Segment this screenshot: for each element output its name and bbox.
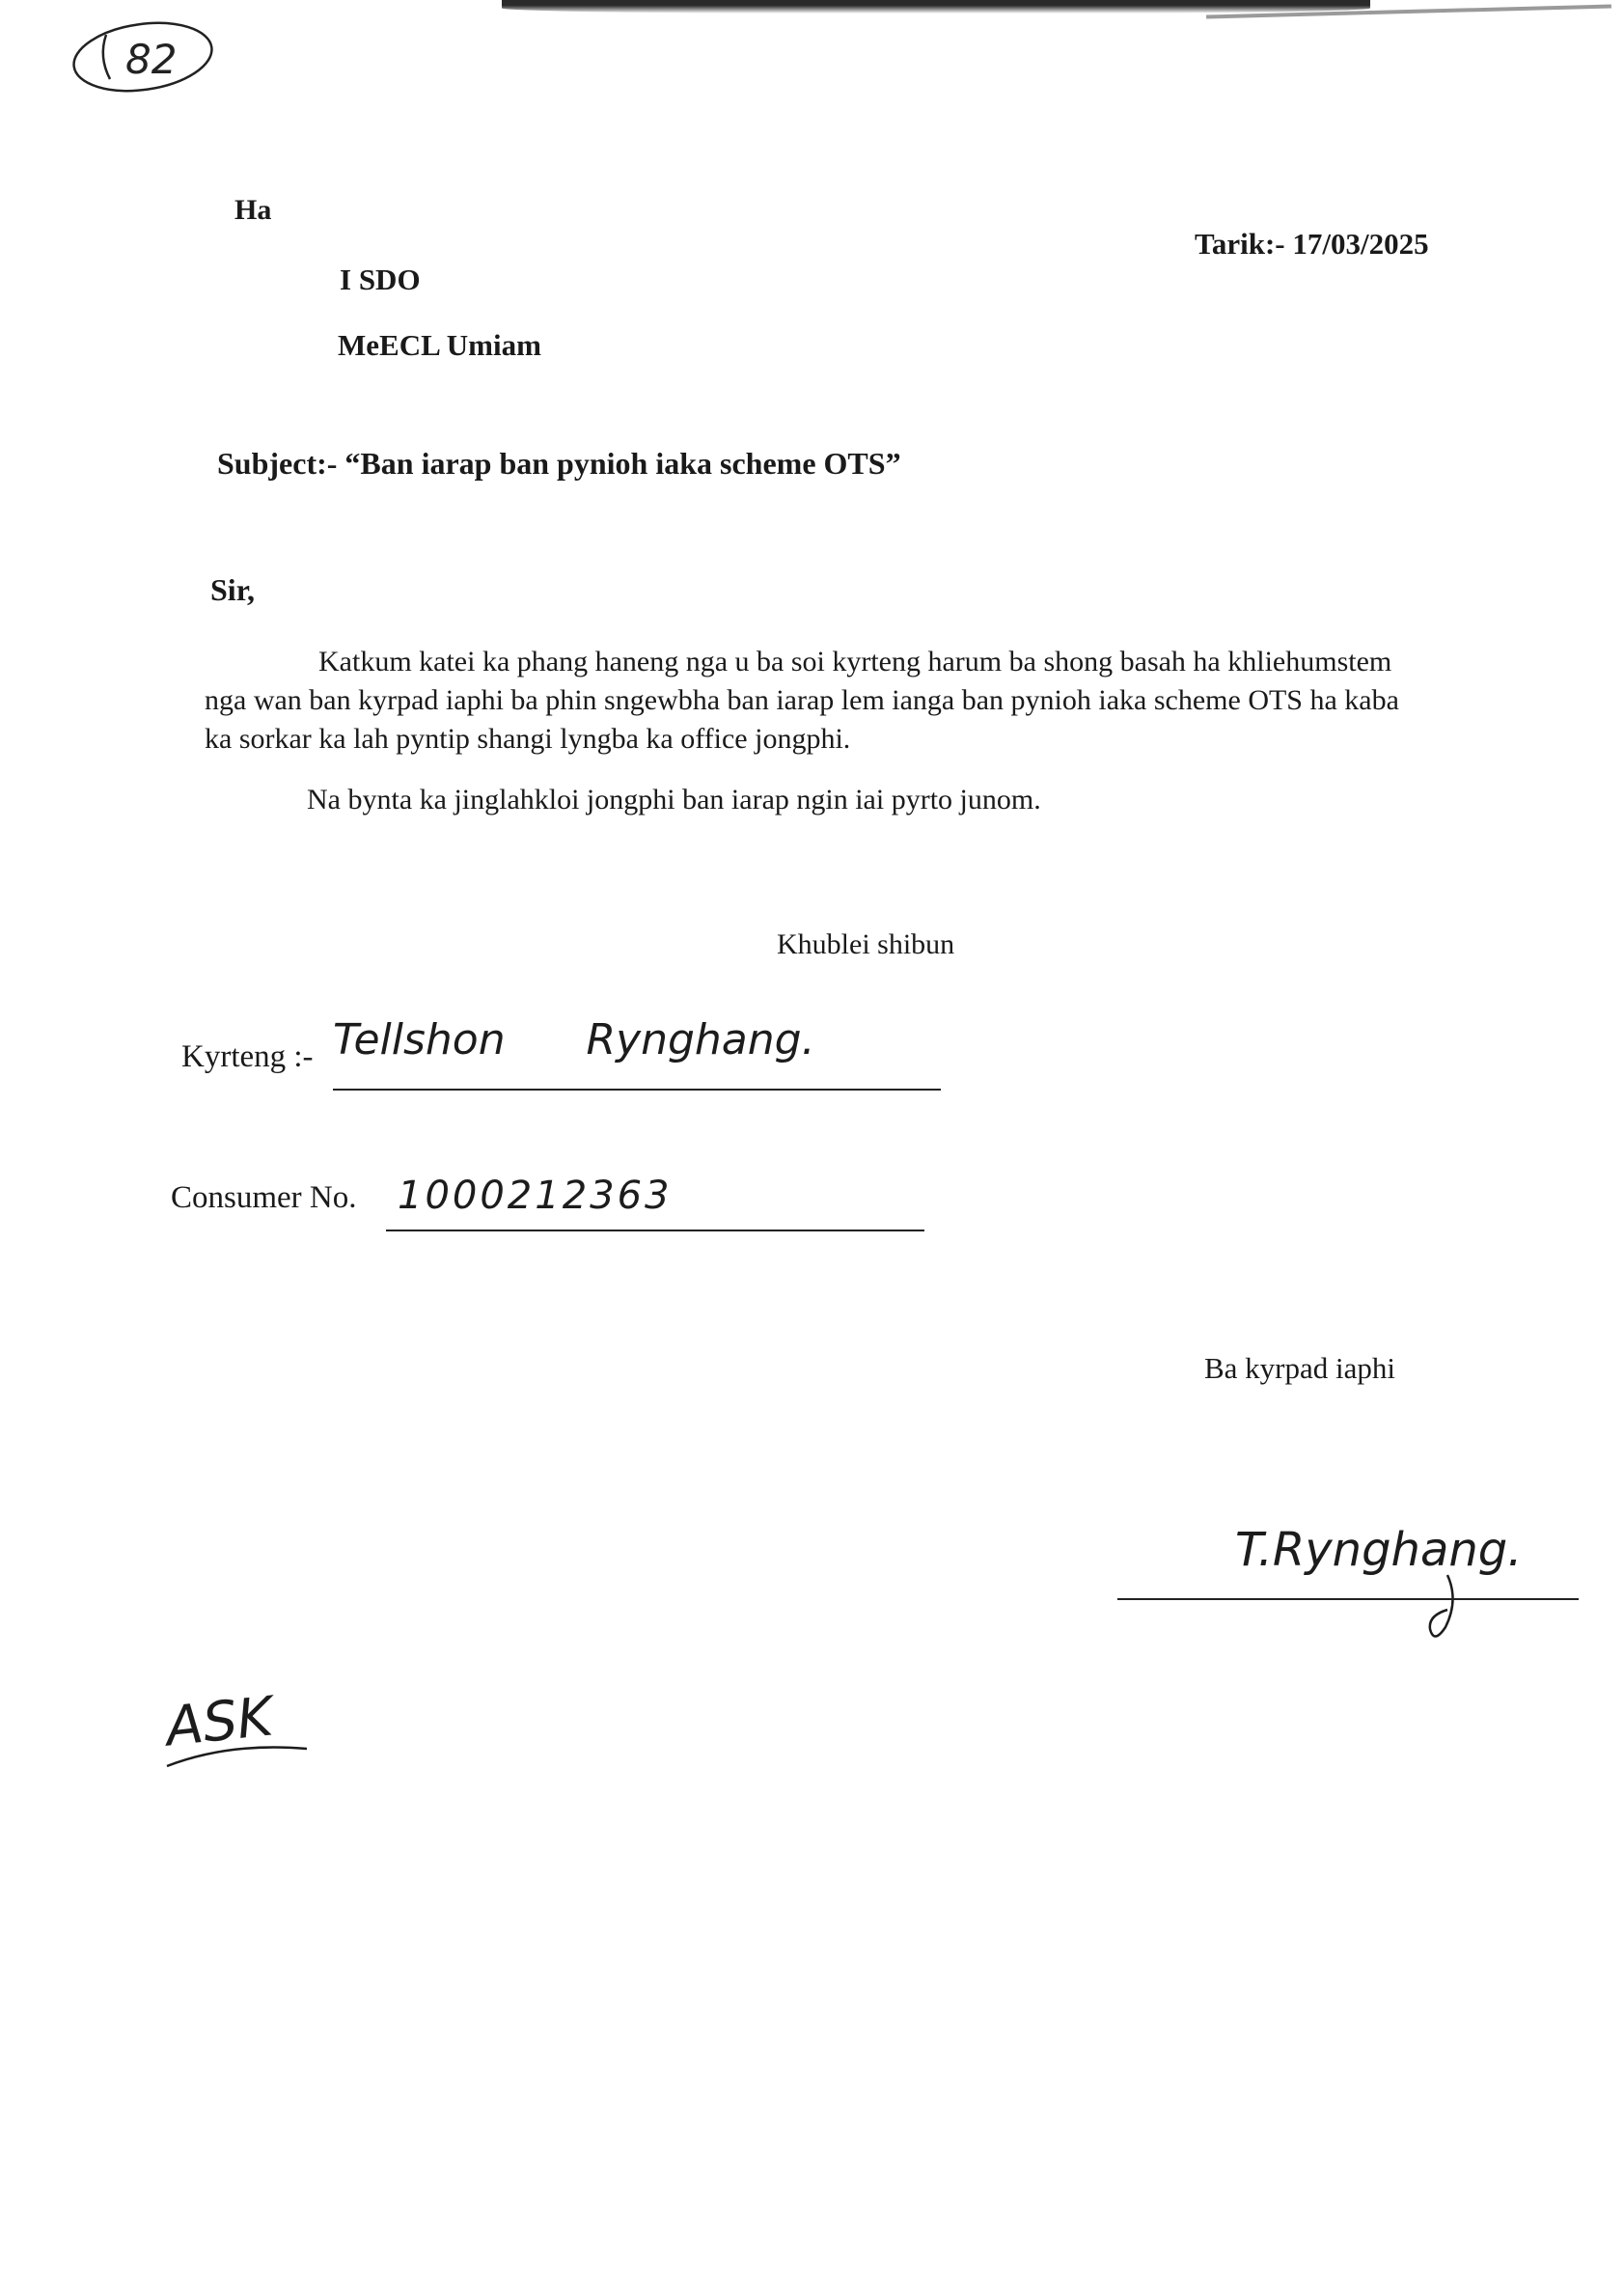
signature-flourish — [1409, 1571, 1486, 1648]
body-paragraph-2: Na bynta ka jinglahkloi jongphi ban iarap ngin iai pyrto junom. — [307, 784, 1041, 815]
initials: ASK — [162, 1685, 276, 1759]
name-underline — [333, 1089, 941, 1091]
body-line-3: ka sorkar ka lah pyntip shangi lyngba ka office jongphi. — [205, 723, 851, 755]
name-value: Tellshon Rynghang. — [333, 1015, 815, 1064]
signature-line — [1117, 1598, 1579, 1600]
body-paragraph-1 — [205, 643, 1584, 759]
closing-phrase: Khublei shibun — [777, 928, 955, 960]
name-label: Kyrteng :- — [181, 1039, 314, 1074]
sign-off: Ba kyrpad iaphi — [1204, 1351, 1396, 1385]
signature: T.Rynghang. — [1235, 1523, 1523, 1577]
subject-line: Subject:- “Ban iarap ban pynioh iaka scheme OTS” — [217, 446, 901, 481]
greeting: Sir, — [210, 572, 255, 607]
recipient-to: Ha — [234, 194, 272, 226]
body-line-2: nga wan ban kyrpad iaphi ba phin sngewbha ban iarap lem ianga ban pynioh iaka scheme OTS ha kaba — [205, 684, 1399, 716]
body-line-1: Katkum katei ka phang haneng nga u ba soi kyrteng harum ba shong basah ha khliehumstem — [318, 646, 1392, 677]
initials-stroke — [162, 1737, 317, 1776]
consumer-number-underline — [386, 1230, 924, 1231]
consumer-number-label: Consumer No. — [171, 1180, 357, 1215]
recipient-office: MeECL Umiam — [338, 328, 541, 362]
letter-date: Tarik:- 17/03/2025 — [1195, 227, 1429, 261]
page-number-stamp — [68, 14, 222, 100]
recipient-designation: I SDO — [340, 263, 421, 296]
page-number: 82 — [125, 36, 178, 83]
scan-shadow — [502, 0, 1370, 14]
consumer-number-value: 1000212363 — [398, 1174, 673, 1218]
